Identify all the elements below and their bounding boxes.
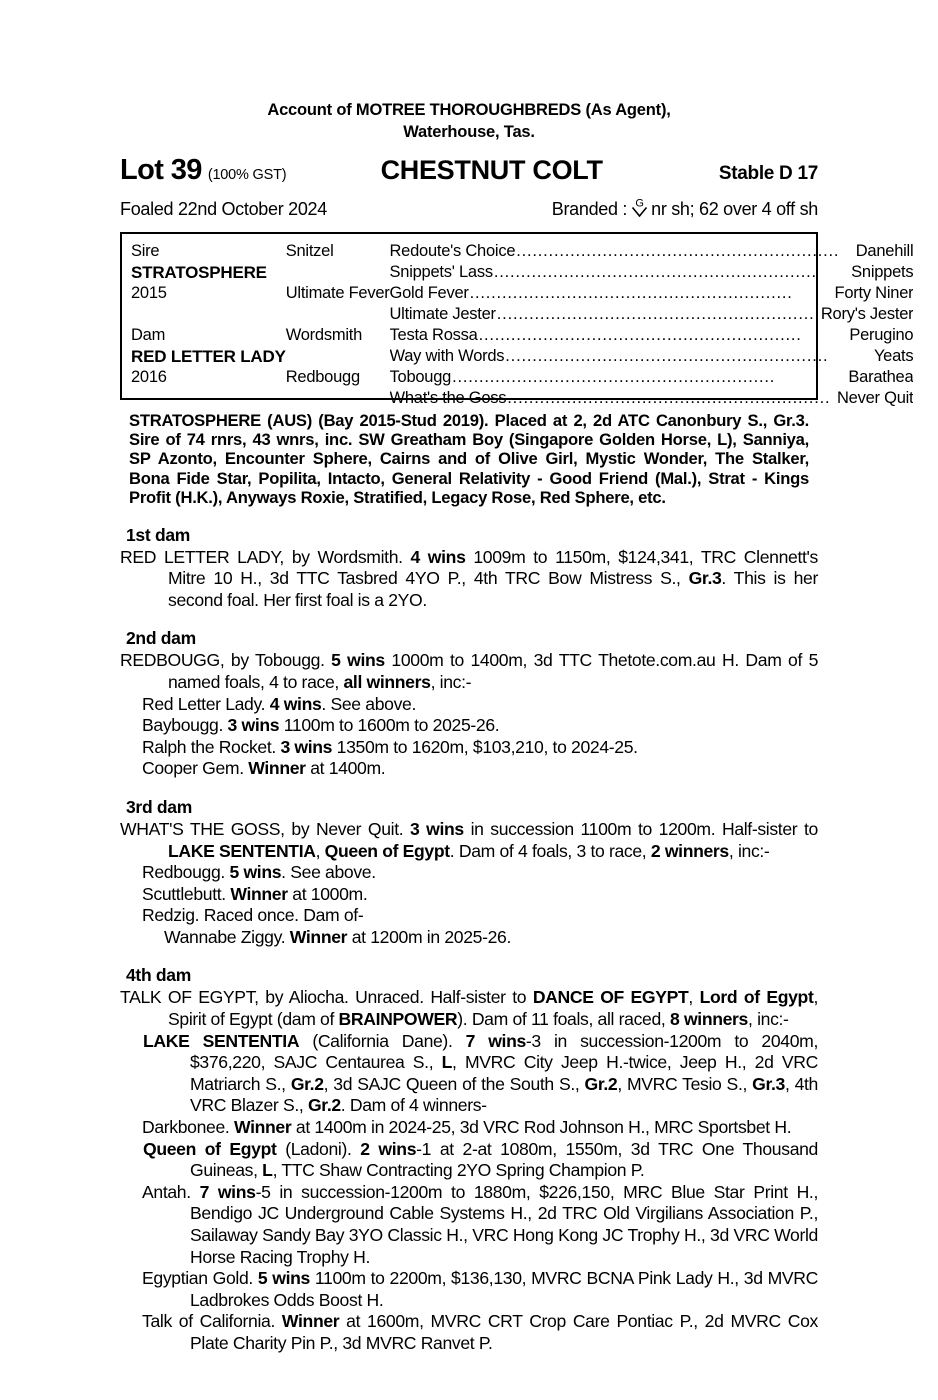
- ancestor-sire: Danehill: [855, 241, 914, 260]
- pedigree-entry: LAKE SENTENTIA (California Dane). 7 wins-3 in succession-1200m to 2040m, $376,220, SAJC Centaurea S., L, MVRC City Jeep H.-twice, Jeep H., 2d VRC Matriarch S., Gr.2, 3d SAJC Queen of the South S., Gr.2, MVRC Tesio S., Gr.3, 4th VRC Blazer S., Gr.2. Dam of 4 winners-: [143, 1030, 819, 1116]
- account-line-1: Account of MOTREE THOROUGHBREDS (As Agent),: [267, 101, 671, 119]
- ancestor-name: Way with Words: [389, 346, 505, 365]
- pedigree-ancestor-row: [390, 262, 914, 283]
- pedigree-entry: Ralph the Rocket. 3 wins 1350m to 1620m, $103,210, to 2024-25.: [142, 736, 638, 757]
- pedigree-column-grandparents: [286, 241, 390, 398]
- dam-year: 2016: [131, 367, 167, 386]
- sire-label: Sire: [131, 241, 160, 260]
- pedigree-entry: Talk of California. Winner at 1600m, MVRC CRT Crop Care Pontiac P., 2d MVRC Cox Plate Charity Pin P., 3d MVRC Ranvet P.: [142, 1311, 818, 1353]
- pedigree-entry: RED LETTER LADY, by Wordsmith. 4 wins 1009m to 1150m, $124,341, TRC Clennett's Mitre 10 H., 3d TTC Tasbred 4YO P., 4th TRC Bow Mistress S., Gr.3. This is her second foal. Her first foal is a 2YO.: [120, 546, 818, 610]
- dam-dam: Redbougg: [285, 367, 360, 386]
- pedigree-table: [120, 232, 914, 407]
- pedigree-ancestor-row: [390, 283, 914, 304]
- dam-section: [120, 797, 818, 949]
- brand-description: nr sh; 62 over 4 off sh: [651, 198, 818, 219]
- leader-dots: ............................................................: [507, 388, 831, 407]
- pedigree-ancestor-row: [390, 367, 914, 388]
- pedigree-entry: Scuttlebutt. Winner at 1000m.: [142, 883, 368, 904]
- ancestor-name: Redoute's Choice: [389, 241, 516, 260]
- ancestor-name: Ultimate Jester: [389, 304, 496, 323]
- lot-number: Lot 39: [120, 153, 202, 186]
- pedigree-column-greatgrandparents: [389, 241, 924, 407]
- dam-heading: 1st dam: [126, 524, 191, 545]
- branded-label: Branded :: [551, 198, 628, 219]
- svg-text:G: G: [635, 197, 644, 210]
- dam-heading: 2nd dam: [126, 628, 196, 649]
- pedigree-entry: Cooper Gem. Winner at 1400m.: [142, 758, 386, 779]
- foaled-date: Foaled 22nd October 2024: [120, 198, 327, 219]
- pedigree-entry: Wannabe Ziggy. Winner at 1200m in 2025-26.: [164, 926, 511, 947]
- sire-summary-paragraph: STRATOSPHERE (AUS) (Bay 2015-Stud 2019). Placed at 2, 2d ATC Canonbury S., Gr.3. Sire of 74 rnrs, 43 wnrs, inc. SW Greatham Boy (Singapore Golden Horse, L), Sanniya, SP Azonto, Encounter Sphere, Cairns and of Olive Girl, Mystic Wonder, The Stalker, Bona Fide Star, Popilita, Intacto, General Relativity - Good Friend (Mal.), Strat - Kings Profit (H.K.), Anyways Roxie, Stratified, Legacy Rose, Red Sphere, etc.: [129, 410, 809, 508]
- pedigree-entry: Redzig. Raced once. Dam of-: [142, 905, 364, 926]
- dam-body: [120, 650, 818, 780]
- leader-dots: ............................................................: [493, 262, 817, 281]
- ancestor-sire: Rory's Jester: [820, 304, 914, 323]
- ancestor-name: Snippets' Lass: [389, 262, 493, 281]
- pedigree-entry: Queen of Egypt (Ladoni). 2 wins-1 at 2-at 1080m, 1550m, 3d TRC One Thousand Guineas, L, TTC Shaw Contracting 2YO Spring Champion P.: [143, 1138, 818, 1181]
- sire-dam: Ultimate Fever: [285, 283, 390, 302]
- ancestor-sire: Forty Niner: [834, 283, 914, 302]
- lot-left-group: [120, 154, 286, 187]
- pedigree-entry: Baybougg. 3 wins 1100m to 1600m to 2025-26.: [142, 715, 500, 736]
- leader-dots: ............................................................: [516, 241, 840, 260]
- gst-note: (100% GST): [207, 166, 287, 183]
- foaled-branded-row: [120, 195, 818, 220]
- dam-section: [120, 525, 818, 612]
- account-line-2: Waterhouse, Tas.: [403, 122, 535, 141]
- dam-heading: 3rd dam: [126, 796, 192, 817]
- pedigree-entry: Red Letter Lady. 4 wins. See above.: [142, 693, 416, 714]
- ancestor-sire: Barathea: [848, 367, 914, 386]
- dam-heading: 4th dam: [126, 965, 191, 986]
- sire-sire: Snitzel: [285, 241, 334, 260]
- pedigree-ancestor-row: [390, 241, 914, 262]
- dam-section: [120, 965, 818, 1354]
- dam-body: [120, 819, 818, 949]
- branded-group: [552, 195, 818, 220]
- ancestor-name: What's the Goss: [389, 388, 507, 407]
- ancestor-name: Testa Rossa: [389, 325, 478, 344]
- pedigree-entry: REDBOUGG, by Tobougg. 5 wins 1000m to 1400m, 3d TTC Thetote.com.au H. Dam of 5 named foals, 4 to race, all winners, inc:-: [120, 650, 819, 692]
- pedigree-column-parents: [122, 241, 286, 398]
- pedigree-entry: Redbougg. 5 wins. See above.: [142, 862, 376, 883]
- leader-dots: ............................................................: [469, 283, 793, 302]
- lot-row: [120, 154, 818, 188]
- dam-body: [120, 547, 818, 612]
- leader-dots: ............................................................: [478, 325, 802, 344]
- pedigree-entry: WHAT'S THE GOSS, by Never Quit. 3 wins in succession 1100m to 1200m. Half-sister to LAKE SENTENTIA, Queen of Egypt. Dam of 4 foals, 3 to race, 2 winners, inc:-: [120, 818, 818, 861]
- ancestor-name: Gold Fever: [389, 283, 469, 302]
- dam-sections: [120, 525, 818, 1355]
- pedigree-entry: Antah. 7 wins-5 in succession-1200m to 1880m, $226,150, MRC Blue Star Print H., Bendigo JC Underground Cable Systems H., 2d TRC Old Virgilians Association P., Sailaway Sandy Bay 3YO Classic H., VRC Hong Kong JC Trophy H., 3d VRC World Horse Racing Trophy H.: [142, 1181, 818, 1267]
- dam-sire: Wordsmith: [285, 325, 363, 344]
- pedigree-entry: Egyptian Gold. 5 wins 1100m to 2200m, $136,130, MVRC BCNA Pink Lady H., 3d MVRC Ladbrokes Odds Boost H.: [142, 1268, 819, 1310]
- ancestor-name: Tobougg: [389, 367, 452, 386]
- leader-dots: ............................................................: [496, 304, 820, 323]
- pedigree-ancestor-row: [390, 325, 914, 346]
- sire-name: STRATOSPHERE: [131, 262, 267, 282]
- page-title: CHESTNUT COLT: [380, 154, 603, 185]
- pedigree-ancestor-row: [390, 346, 914, 367]
- sire-year: 2015: [131, 283, 167, 302]
- ancestor-sire: Yeats: [873, 346, 914, 365]
- leader-dots: ............................................................: [452, 367, 776, 386]
- ancestor-sire: Never Quit: [837, 388, 914, 407]
- pedigree-entry: TALK OF EGYPT, by Aliocha. Unraced. Half-sister to DANCE OF EGYPT, Lord of Egypt, Spirit of Egypt (dam of BRAINPOWER). Dam of 11 foals, all raced, 8 winners, inc:-: [120, 987, 819, 1030]
- pedigree-ancestor-row: [390, 388, 914, 409]
- pedigree-ancestor-row: [390, 304, 914, 325]
- stable-label: Stable D 17: [718, 162, 818, 184]
- leader-dots: ............................................................: [505, 346, 829, 365]
- brand-mark-icon: [631, 197, 648, 217]
- dam-section: [120, 628, 818, 780]
- ancestor-sire: Snippets: [851, 262, 914, 281]
- pedigree-entry: Darkbonee. Winner at 1400m in 2024-25, 3d VRC Rod Johnson H., MRC Sportsbet H.: [142, 1117, 792, 1138]
- dam-name: RED LETTER LADY: [131, 346, 286, 366]
- dam-label: Dam: [131, 325, 166, 344]
- ancestor-sire: Perugino: [849, 325, 914, 344]
- dam-body: [120, 987, 818, 1354]
- account-header: [120, 0, 818, 144]
